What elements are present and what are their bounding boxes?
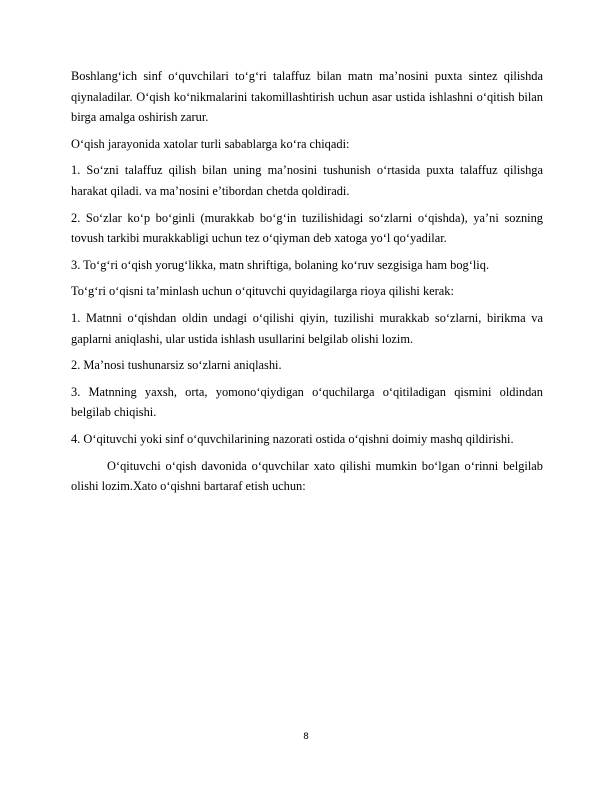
paragraph: O‘qish jarayonida xatolar turli sabablarga ko‘ra chiqadi: [71, 136, 350, 151]
document-body [71, 66, 543, 503]
paragraph: To‘g‘ri o‘qisni ta’minlash uchun o‘qituvchi quyidagilarga rioya qilishi kerak: [71, 284, 454, 299]
paragraph: 2. Ma’nosi tushunarsiz so‘zlarni aniqlashi. [71, 358, 282, 373]
paragraph: 1. Matnni o‘qishdan oldin undagi o‘qilishi qiyin, tuzilishi murakkab so‘zlarni, birikma va gaplarni aniqlashi, ular ustida ishlash usullarini belgilab olishi lozim. [71, 310, 543, 346]
paragraph: 3. To‘g‘ri o‘qish yorug‘likka, matn shriftiga, bolaning ko‘ruv sezgisiga ham bog‘liq. [71, 257, 490, 272]
paragraph: 3. Matnning yaxsh, orta, yomono‘qiydigan o‘quchilarga o‘qitiladigan qismini oldindan belgilab chiqishi. [71, 384, 543, 420]
paragraph: Boshlang‘ich sinf o‘quvchilari to‘g‘ri talaffuz bilan matn ma’nosini puxta sintez qilishda qiynaladilar. O‘qish ko‘nikmalarini takomillashtirish uchun asar ustida ishlashni o‘qitish bilan birga amalga oshirish zarur. [71, 69, 543, 125]
paragraph: 1. So‘zni talaffuz qilish bilan uning ma’nosini tushunish o‘rtasida puxta talaffuz qilishga harakat qiladi. va ma’nosini e’tibordan chetda qoldiradi. [71, 163, 543, 198]
page-number: 8 [303, 731, 309, 742]
paragraph: 2. So‘zlar ko‘p bo‘ginli (murakkab bo‘g‘in tuzilishidagi so‘zlarni o‘qishda), ya’ni sozning tovush tarkibi murakkabligi uchun tez o‘qiyman deb xatoga yo‘l qo‘yadilar. [71, 210, 543, 246]
paragraph: 4. O‘qituvchi yoki sinf o‘quvchilarining nazorati ostida o‘qishni doimiy mashq qildirishi. [71, 431, 514, 446]
paragraph: O‘qituvchi o‘qish davonida o‘quvchilar xato qilishi mumkin bo‘lgan o‘rinni belgilab olishi lozim.Xato o‘qishni bartaraf etish uchun: [71, 458, 543, 494]
